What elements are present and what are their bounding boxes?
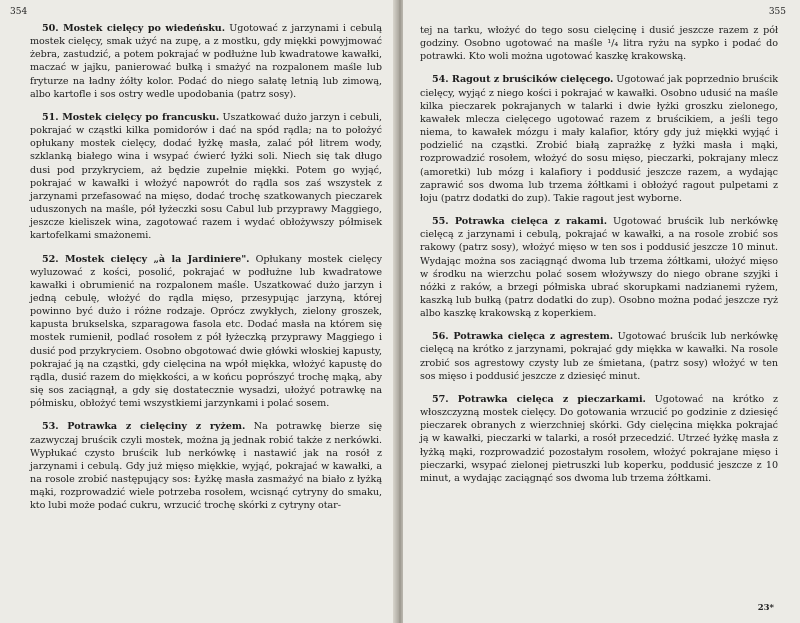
left-page-text xyxy=(30,22,382,522)
recipe-title: 56. Potrawka cielęca z agrestem. xyxy=(432,331,614,343)
recipe-title: 52. Mostek cielęcy „à la Jardiniere". xyxy=(42,253,250,265)
page-number-right: 355 xyxy=(768,7,786,17)
recipe-body: Ugotować na krótko z włoszczyzną mostek cielęcy. Do gotowania wrzucić po godzinie z dziesięć pieczarek obranych z wierzchniej skórki. Gdy cielęcina miękka pokrajać ją w kawałki, pieczarki w talarki, a rosół przecedzić. Utrzeć łyżkę masła z łyżką mąki, rozprowadzić pozostałym rosołem, włożyć pokrajane mięso i pieczarki, wsypać zielonej pietruszki lub koperku, poddusić jeszcze z 10 minut, a wydając zaciągnąć sos dwoma lub trzema żółtkami. xyxy=(420,393,778,484)
recipe-title: 50. Mostek cielęcy po wiedeńsku. xyxy=(42,23,226,34)
recipe-body: Na potrawkę bierze się zazwyczaj bruścik czyli mostek, można ją jednak robić także z nerkówki. Wypłukać czysto bruścik lub nerkówkę i nastawić jak na rosół z jarzynami i cebulą. Gdy już mięso miękkie, wyjąć, pokrajać w kawałki, a na rosole zrobić następujący sos: Łyżkę masła zasmażyć na biało z łyżką mąki, rozprowadzić wiele potrzeba rosołem, wcisnąć cytryny do smaku, kto lubi może podać cukru, wrzucić trochę skórki z cytryny otar- xyxy=(30,421,382,512)
recipe-52 xyxy=(30,253,382,411)
recipe-title: 51. Mostek cielęcy po francusku. xyxy=(42,111,220,123)
recipe-56 xyxy=(420,330,778,383)
left-page xyxy=(0,0,397,623)
right-page-text xyxy=(420,24,778,495)
recipe-body: Uszatkować dużo jarzyn i cebuli, pokrajać w cząstki kilka pomidorów i dać na spód rądla; na to położyć opłukany mostek cielęcy, dodać łyżkę masła, zalać pół litrem wody, szklanką białego wina i wsypać ćwierć łyżki soli. Niech się tak długo dusi pod przykryciem, aż będzie zupełnie miękki. Potem go wyjąć, pokrajać w kawałki i włożyć napowrót do rądla sos zaś wszystek z jarzynami przefasować na mięso, dodać trochę szatkowanych pieczarek uduszonych na maśle, pół łyżeczki sosu Cabul lub przyprawy Maggiego, jeszcze kieliszek wina, zagotować razem i wydać obłożywszy półmisek kartofelkami smażonemi. xyxy=(30,111,382,242)
recipe-title: 54. Ragout z bruścików cielęcego. xyxy=(432,74,614,86)
right-page xyxy=(403,0,800,623)
recipe-body: Ugotować bruścik lub nerkówkę cielęcą z jarzynami i cebulą, pokrajać w kawałki, a na rosole zrobić sos rakowy (patrz sosy), włożyć mięso w ten sos i poddusić jeszcze 10 minut. Wydając można sos zaciągnąć dwoma lub trzema żółtkami, ułożyć mięso w środku na wierzchu polać sosem włożywszy do niego obrane szyjki i nóżki z raków, a brzegi półmiska ubrać skorupkami nadzianemi ryżem, kaszką lub bułką (patrz dodatki do zup). Osobno można podać jeszcze ryż albo kaszkę krakowską z koperkiem. xyxy=(420,216,778,320)
recipe-54 xyxy=(420,73,778,205)
recipe-53-continuation: tej na tarku, włożyć do tego sosu cielęcinę i dusić jeszcze razem z pół godziny. Osobno ugotować na maśle ¹/₄ litra ryżu na sypko i podać do potrawki. Kto woli można ugotować kaszkę krakowską. xyxy=(420,25,778,63)
recipe-57 xyxy=(420,393,778,485)
recipe-title: 55. Potrawka cielęca z rakami. xyxy=(432,216,607,228)
recipe-title: 57. Potrawka cielęca z pieczarkami. xyxy=(432,393,646,405)
recipe-55 xyxy=(420,215,778,320)
recipe-title: 53. Potrawka z cielęciny z ryżem. xyxy=(42,421,246,433)
recipe-50 xyxy=(30,22,382,101)
recipe-body: Opłukany mostek cielęcy wyluzować z kości, posolić, pokrajać w podłużne lub kwadratowe kawałki i obrumienić na rozpalonem maśle. Uszatkować dużo jarzyn i jedną cebulę, włożyć do rądla mięso, przesypując jarzyną, której powinno być dużo i różne rodzaje. Oprócz zwykłych, zielony groszek, kapusta brukselska, szparagowa fasola etc. Dodać masła na którem się mostek rumienił, podlać rosołem z pół łyżeczką przyprawy Maggiego i dusić pod przykryciem. Osobno obgotować dwie główki włoskiej kapusty, pokrajać ją na cząstki, gdy cielęcina na wpół miękka, włożyć kapustę do rądla, dusić razem do miękkości, a w końcu poprószyć trochę mąką, aby się sos zaciągnął, a gdy się dostatecznie wysadzi, ułożyć potrawkę na półmisku, obłożyć temi wszystkiemi jarzynkami i polać sosem. xyxy=(30,253,383,410)
recipe-body: Ugotować jak poprzednio bruścik cielęcy, wyjąć z niego kości i pokrajać w kawałki. Osobno udusić na maśle kilka pieczarek pokrajanych w talarki i dwie łyżki groszku zielonego, kawałek mlecza cielęcego ugotować razem z bruścikiem, a jeśli tego niema, to kawałek mózgu i mały kalafior, który gdy już miękki wyjąć i podzielić na cząstki. Zrobić białą zaprażkę z łyżki masła i mąki, rozprowadzić rosołem, włożyć do sosu mięso, pieczarki, pokrajany mlecz (amoretki) lub mózg i kalafiory i poddusić jeszcze razem, a wydając zaprawić sos dwoma lub trzema żółtkami i obłożyć ragout pulpetami z łoju (patrz dodatki do zup). Takie ragout jest wyborne. xyxy=(420,74,778,204)
page-number-left: 354 xyxy=(10,7,28,17)
signature-mark: 23* xyxy=(757,603,774,613)
recipe-body: Ugotować z jarzynami i cebulą mostek cielęcy, smak użyć na zupę, a z mostku, gdy miękki powyjmować żebra, zastudzić, a potem pokrajać w podłużne lub kwadratowe kawałki, maczać w jajku, panierować bułką i smażyć na rozpalonem maśle lub fryturze na ładny żółty kolor. Podać do niego sałatę letnią lub zimową, albo kartofle i sos ostry wedle upodobania (patrz sosy). xyxy=(30,23,382,100)
recipe-51 xyxy=(30,111,382,243)
recipe-body: Ugotować bruścik lub nerkówkę cielęcą na krótko z jarzynami, pokrajać gdy miękka w kawałki. Na rosole zrobić sos agrestowy czysty lub ze śmietana, (patrz sosy) włożyć w ten sos mięso i poddusić jeszcze z dziesięć minut. xyxy=(420,331,778,382)
recipe-53 xyxy=(30,420,382,512)
